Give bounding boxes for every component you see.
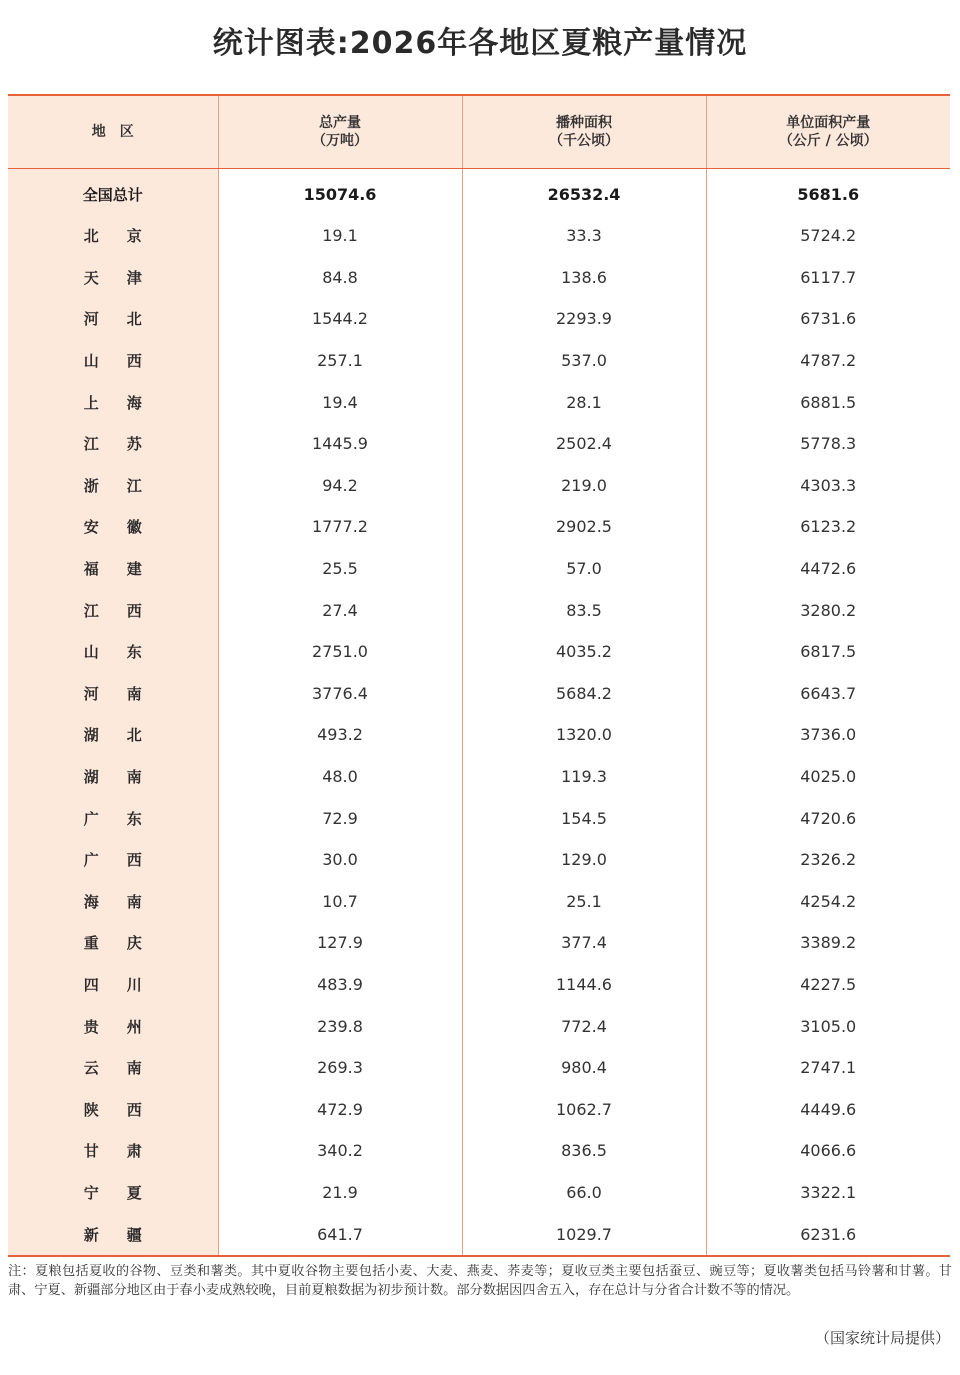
yield-cell: 4787.2 <box>800 351 857 371</box>
total-output-cell: 10.7 <box>218 881 462 923</box>
total-output-cell: 25.5 <box>218 548 462 590</box>
sown-area-cell: 4035.2 <box>462 631 706 673</box>
yield-cell: 6731.6 <box>800 309 857 329</box>
sown-area-cell: 33.3 <box>462 215 706 257</box>
sown-area-cell: 154.5 <box>462 797 706 839</box>
total-output-cell: 1544.2 <box>218 298 462 340</box>
region-cell: 全国总计 <box>8 169 218 216</box>
yield-cell: 4025.0 <box>800 767 857 787</box>
table-container <box>8 94 950 1257</box>
yield-cell: 3280.2 <box>800 600 857 620</box>
yield-cell: 3736.0 <box>800 725 857 745</box>
yield-cell: 3105.0 <box>800 1016 857 1036</box>
table-row <box>8 589 950 631</box>
region-cell: 山东 <box>8 631 218 673</box>
yield-cell: 4227.5 <box>800 974 857 994</box>
region-cell: 四川 <box>8 964 218 1006</box>
region-cell: 湖南 <box>8 756 218 798</box>
yield-cell: 4254.2 <box>800 891 857 911</box>
sown-area-cell: 2502.4 <box>462 423 706 465</box>
region-cell: 浙江 <box>8 465 218 507</box>
region-cell: 福建 <box>8 548 218 590</box>
yield-cell: 6117.7 <box>800 267 857 287</box>
total-output-cell: 239.8 <box>218 1005 462 1047</box>
sown-area-cell: 1320.0 <box>462 714 706 756</box>
table-row <box>8 423 950 465</box>
region-cell: 新疆 <box>8 1213 218 1256</box>
table-row <box>8 839 950 881</box>
sown-area-cell: 66.0 <box>462 1172 706 1214</box>
sown-area-cell: 980.4 <box>462 1047 706 1089</box>
column-header-region-label: 地 区 <box>91 124 134 140</box>
source-credit: （国家统计局提供） <box>814 1329 950 1347</box>
sown-area-cell: 26532.4 <box>462 169 706 216</box>
sown-area-cell: 138.6 <box>462 257 706 299</box>
total-output-cell: 21.9 <box>218 1172 462 1214</box>
table-row <box>8 1130 950 1172</box>
sown-area-cell: 772.4 <box>462 1005 706 1047</box>
sown-area-cell: 377.4 <box>462 922 706 964</box>
yield-cell: 5778.3 <box>800 434 857 454</box>
sown-area-cell: 1062.7 <box>462 1088 706 1130</box>
sown-area-cell: 25.1 <box>462 881 706 923</box>
total-output-cell: 30.0 <box>218 839 462 881</box>
region-cell: 广东 <box>8 797 218 839</box>
total-output-cell: 27.4 <box>218 589 462 631</box>
column-header-total-output <box>218 95 462 169</box>
table-row <box>8 465 950 507</box>
yield-cell: 6231.6 <box>800 1224 857 1244</box>
total-output-cell: 483.9 <box>218 964 462 1006</box>
column-header-yield <box>706 95 950 169</box>
region-cell: 河南 <box>8 673 218 715</box>
table-row <box>8 257 950 299</box>
total-output-cell: 2751.0 <box>218 631 462 673</box>
yield-cell: 4472.6 <box>800 559 857 579</box>
sown-area-cell: 129.0 <box>462 839 706 881</box>
yield-cell: 4066.6 <box>800 1141 857 1161</box>
total-output-cell: 19.4 <box>218 381 462 423</box>
total-output-cell: 3776.4 <box>218 673 462 715</box>
sown-area-cell: 1029.7 <box>462 1213 706 1256</box>
page-title: 统计图表:2026年各地区夏粮产量情况 <box>212 26 748 61</box>
region-cell: 江西 <box>8 589 218 631</box>
sown-area-cell: 836.5 <box>462 1130 706 1172</box>
sown-area-cell: 57.0 <box>462 548 706 590</box>
total-output-cell: 48.0 <box>218 756 462 798</box>
table-row <box>8 506 950 548</box>
yield-cell: 4303.3 <box>800 475 857 495</box>
region-cell: 山西 <box>8 340 218 382</box>
table-body <box>8 169 950 1256</box>
total-output-cell: 641.7 <box>218 1213 462 1256</box>
total-output-cell: 472.9 <box>218 1088 462 1130</box>
region-cell: 北京 <box>8 215 218 257</box>
table-row <box>8 964 950 1006</box>
yield-cell: 3389.2 <box>800 933 857 953</box>
yield-cell: 2747.1 <box>800 1058 857 1078</box>
region-cell: 宁夏 <box>8 1172 218 1214</box>
yield-cell: 5681.6 <box>797 184 860 204</box>
region-cell: 湖北 <box>8 714 218 756</box>
sown-area-cell: 219.0 <box>462 465 706 507</box>
region-cell: 天津 <box>8 257 218 299</box>
table-row <box>8 1172 950 1214</box>
region-cell: 河北 <box>8 298 218 340</box>
column-header-sown-area-label: 播种面积 <box>556 115 612 131</box>
table-row <box>8 340 950 382</box>
column-header-sown-area <box>462 95 706 169</box>
yield-cell: 6881.5 <box>800 392 857 412</box>
total-output-cell: 127.9 <box>218 922 462 964</box>
table-row <box>8 1047 950 1089</box>
column-header-total-output-unit: （万吨） <box>312 133 368 149</box>
yield-cell: 3322.1 <box>800 1182 857 1202</box>
table-row <box>8 756 950 798</box>
sown-area-cell: 5684.2 <box>462 673 706 715</box>
sown-area-cell: 28.1 <box>462 381 706 423</box>
sown-area-cell: 83.5 <box>462 589 706 631</box>
table-row <box>8 1005 950 1047</box>
total-output-cell: 72.9 <box>218 797 462 839</box>
total-output-cell: 493.2 <box>218 714 462 756</box>
column-header-sown-area-unit: （千公顷） <box>549 133 619 149</box>
table-row <box>8 381 950 423</box>
table-row <box>8 1088 950 1130</box>
total-output-cell: 15074.6 <box>218 169 462 216</box>
table-row <box>8 714 950 756</box>
region-cell: 广西 <box>8 839 218 881</box>
footnote: 注：夏粮包括夏收的谷物、豆类和薯类。其中夏收谷物主要包括小麦、大麦、燕麦、荞麦等；夏收豆类主要包括蚕豆、豌豆等；夏收薯类包括马铃薯和甘薯。甘肃、宁夏、新疆部分地区由于春小麦成熟较晚，目前夏粮数据为初步预计数。部分数据因四舍五入，存在总计与分省合计数不等的情况。 <box>8 1264 952 1298</box>
column-header-yield-unit: （公斤 / 公顷） <box>778 133 878 149</box>
table-row <box>8 631 950 673</box>
table-row <box>8 922 950 964</box>
region-cell: 安徽 <box>8 506 218 548</box>
region-cell: 江苏 <box>8 423 218 465</box>
yield-cell: 2326.2 <box>800 850 857 870</box>
yield-cell: 5724.2 <box>800 226 857 246</box>
summer-grain-table <box>8 94 950 1257</box>
column-header-yield-label: 单位面积产量 <box>786 115 871 131</box>
yield-cell: 6643.7 <box>800 683 857 703</box>
sown-area-cell: 2902.5 <box>462 506 706 548</box>
region-cell: 陕西 <box>8 1088 218 1130</box>
total-output-cell: 257.1 <box>218 340 462 382</box>
yield-cell: 6817.5 <box>800 642 857 662</box>
table-row <box>8 1213 950 1256</box>
table-row <box>8 215 950 257</box>
region-cell: 海南 <box>8 881 218 923</box>
sown-area-cell: 119.3 <box>462 756 706 798</box>
table-row <box>8 548 950 590</box>
sown-area-cell: 537.0 <box>462 340 706 382</box>
total-output-cell: 84.8 <box>218 257 462 299</box>
region-cell: 云南 <box>8 1047 218 1089</box>
yield-cell: 4720.6 <box>800 808 857 828</box>
region-cell: 贵州 <box>8 1005 218 1047</box>
region-cell: 甘肃 <box>8 1130 218 1172</box>
sown-area-cell: 1144.6 <box>462 964 706 1006</box>
total-output-cell: 94.2 <box>218 465 462 507</box>
sown-area-cell: 2293.9 <box>462 298 706 340</box>
region-cell: 上海 <box>8 381 218 423</box>
table-row <box>8 298 950 340</box>
total-output-cell: 19.1 <box>218 215 462 257</box>
table-header-row <box>8 95 950 169</box>
total-output-cell: 340.2 <box>218 1130 462 1172</box>
yield-cell: 4449.6 <box>800 1099 857 1119</box>
total-output-cell: 1445.9 <box>218 423 462 465</box>
table-row <box>8 673 950 715</box>
table-row <box>8 797 950 839</box>
column-header-total-output-label: 总产量 <box>319 115 361 131</box>
table-row-total <box>8 169 950 216</box>
yield-cell: 6123.2 <box>800 517 857 537</box>
total-output-cell: 1777.2 <box>218 506 462 548</box>
table-row <box>8 881 950 923</box>
total-output-cell: 269.3 <box>218 1047 462 1089</box>
column-header-region <box>8 95 218 169</box>
region-cell: 重庆 <box>8 922 218 964</box>
